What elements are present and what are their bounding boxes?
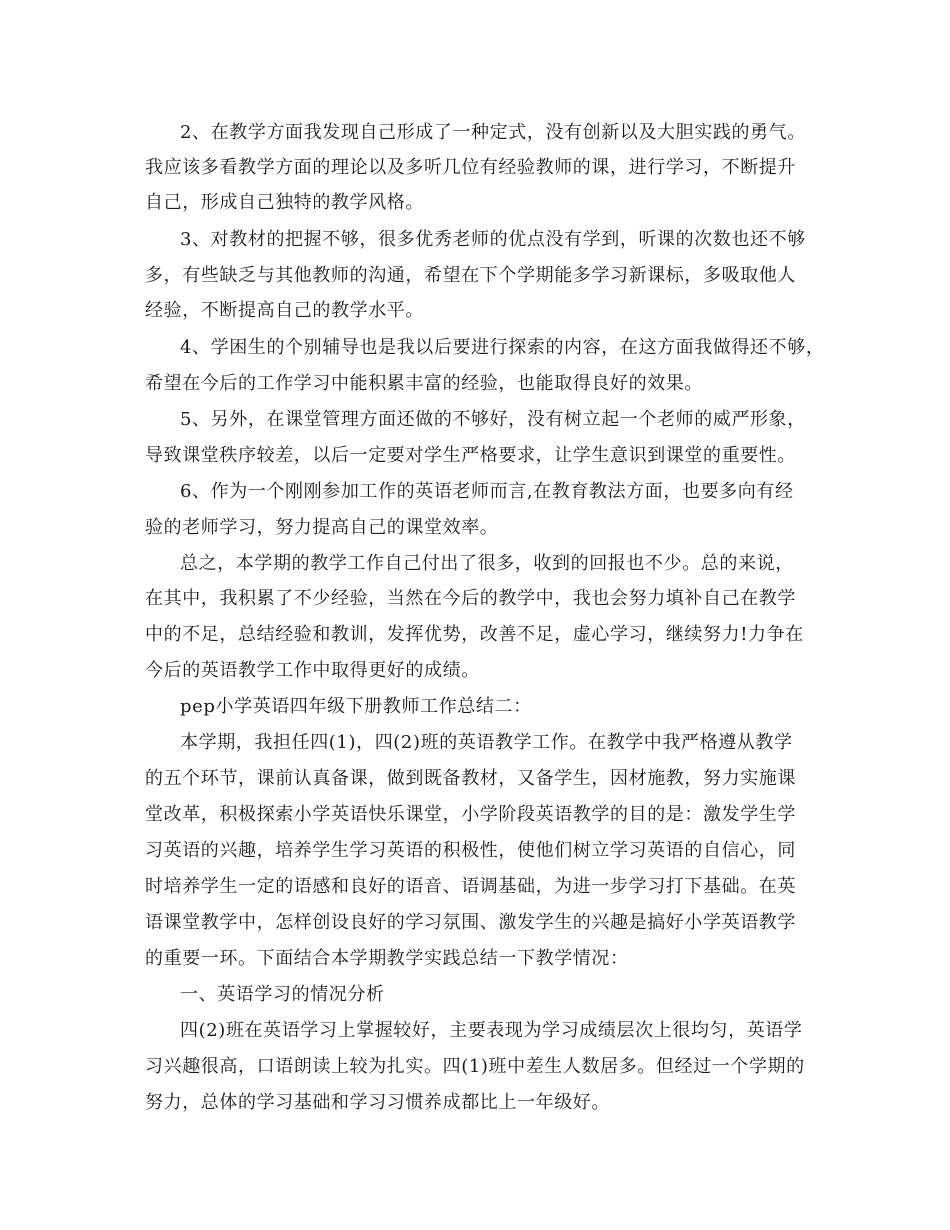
- text-line: 2、在教学方面我发现自己形成了一种定式，没有创新以及大胆实践的勇气。: [180, 122, 806, 143]
- text-line: 我应该多看教学方面的理论以及多听几位有经验教师的课，进行学习，不断提升: [145, 157, 796, 178]
- text-line: 中的不足，总结经验和教训，发挥优势，改善不足，虚心学习，继续努力!力争在: [145, 624, 804, 645]
- text-line: 3、对教材的把握不够，很多优秀老师的优点没有学到，听课的次数也还不够: [180, 229, 806, 250]
- text-line: 的五个环节，课前认真备课，做到既备教材，又备学生，因材施教，努力实施课: [145, 768, 796, 789]
- text-line: 习兴趣很高，口语朗读上较为扎实。四(1)班中差生人数居多。但经过一个学期的: [145, 1056, 805, 1077]
- text-line: 6、作为一个刚刚参加工作的英语老师而言,在教育教法方面，也要多向有经: [180, 481, 794, 502]
- section-heading: pep小学英语四年级下册教师工作总结二：: [180, 696, 532, 717]
- text-line: 堂改革，积极探索小学英语快乐课堂，小学阶段英语教学的目的是：激发学生学: [145, 804, 796, 825]
- text-line: 自己，形成自己独特的教学风格。: [145, 192, 424, 213]
- text-line: 的重要一环。下面结合本学期教学实践总结一下教学情况：: [145, 948, 629, 969]
- text-line: 5、另外，在课堂管理方面还做的不够好，没有树立起一个老师的威严形象，: [180, 409, 806, 430]
- text-line: 希望在今后的工作学习中能积累丰富的经验，也能取得良好的效果。: [145, 373, 703, 394]
- text-line: 在其中，我积累了不少经验，当然在今后的教学中，我也会努力填补自己在教学: [145, 588, 796, 609]
- text-line: 经验，不断提高自己的教学水平。: [145, 300, 424, 321]
- text-line: 语课堂教学中，怎样创设良好的学习氛围、激发学生的兴趣是搞好小学英语教学: [145, 912, 796, 933]
- text-line: 验的老师学习，努力提高自己的课堂效率。: [145, 517, 499, 538]
- text-line: 时培养学生一定的语感和良好的语音、语调基础，为进一步学习打下基础。在英: [145, 876, 796, 897]
- text-line: 4、学困生的个别辅导也是我以后要进行探索的内容，在这方面我做得还不够，: [180, 337, 825, 358]
- text-line: 努力，总体的学习基础和学习习惯养成都比上一年级好。: [145, 1092, 610, 1113]
- section-heading: 一、英语学习的情况分析: [180, 984, 385, 1005]
- text-line: 总之，本学期的教学工作自己付出了很多，收到的回报也不少。总的来说，: [180, 553, 794, 574]
- text-line: 多，有些缺乏与其他教师的沟通，希望在下个学期能多学习新课标，多吸取他人: [145, 265, 796, 286]
- text-line: 四(2)班在英语学习上掌握较好，主要表现为学习成绩层次上很均匀，英语学: [180, 1020, 803, 1041]
- text-line: 今后的英语教学工作中取得更好的成绩。: [145, 660, 480, 681]
- text-line: 习英语的兴趣，培养学生学习英语的积极性，使他们树立学习英语的自信心，同: [145, 840, 796, 861]
- text-line: 导致课堂秩序较差，以后一定要对学生严格要求，让学生意识到课堂的重要性。: [145, 445, 796, 466]
- text-line: 本学期，我担任四(1)，四(2)班的英语教学工作。在教学中我严格遵从教学: [180, 732, 793, 753]
